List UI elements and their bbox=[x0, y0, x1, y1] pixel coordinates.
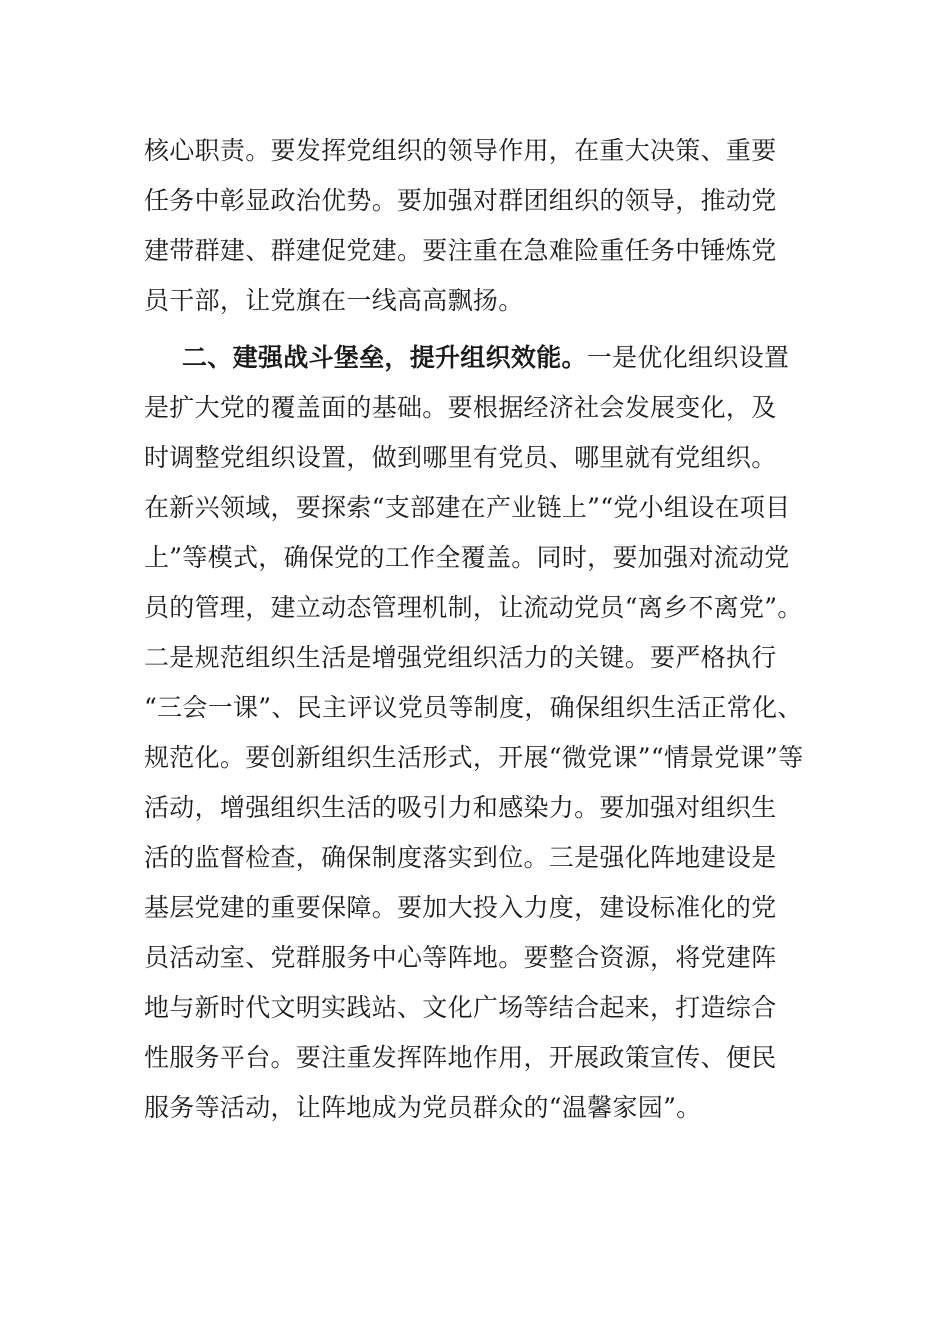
paragraph-line: 服务等活动，让阵地成为党员群众的“温馨家园”。 bbox=[144, 1093, 702, 1122]
paragraph-line: 核心职责。要发挥党组织的领导作用，在重大决策、重要 bbox=[144, 136, 777, 165]
paragraph-line: 任务中彰显政治优势。要加强对群团组织的领导，推动党 bbox=[144, 186, 777, 215]
paragraph-line: 上”等模式，确保党的工作全覆盖。同时，要加强对流动党 bbox=[144, 543, 790, 572]
paragraph-line: 活动，增强组织生活的吸引力和感染力。要加强对组织生 bbox=[144, 793, 777, 822]
section-paragraph bbox=[144, 333, 804, 1133]
paragraph-line: 员干部，让党旗在一线高高飘扬。 bbox=[144, 286, 524, 315]
paragraph-line: 建带群建、群建促党建。要注重在急难险重任务中锤炼党 bbox=[144, 236, 777, 265]
paragraph-line: 基层党建的重要保障。要加大投入力度，建设标准化的党 bbox=[144, 893, 777, 922]
paragraph-line: 活的监督检查，确保制度落实到位。三是强化阵地建设是 bbox=[144, 843, 777, 872]
paragraph-line: 地与新时代文明实践站、文化广场等结合起来，打造综合 bbox=[144, 993, 777, 1022]
paragraph-line: “三会一课”、民主评议党员等制度，确保组织生活正常化、 bbox=[144, 693, 803, 722]
paragraph-first-line bbox=[144, 333, 804, 383]
paragraph-line: 员的管理，建立动态管理机制，让流动党员“离乡不离党”。 bbox=[144, 593, 803, 622]
paragraph-line: 二是规范组织生活是增强党组织活力的关键。要严格执行 bbox=[144, 643, 777, 672]
paragraph-line: 员活动室、党群服务中心等阵地。要整合资源，将党建阵 bbox=[144, 943, 777, 972]
paragraph-line: 规范化。要创新组织生活形式，开展“微党课”“情景党课”等 bbox=[144, 743, 804, 772]
paragraph-line: 时调整党组织设置，做到哪里有党员、哪里就有党组织。 bbox=[144, 443, 777, 472]
section-heading: 二、建强战斗堡垒，提升组织效能。 bbox=[182, 343, 587, 372]
paragraph-line: 在新兴领域，要探索“支部建在产业链上”“党小组设在项目 bbox=[144, 493, 791, 522]
paragraph-line: 性服务平台。要注重发挥阵地作用，开展政策宣传、便民 bbox=[144, 1043, 777, 1072]
paragraph-text: 一是优化组织设置 bbox=[586, 343, 790, 372]
paragraph-continued bbox=[144, 126, 804, 326]
paragraph-line: 是扩大党的覆盖面的基础。要根据经济社会发展变化，及 bbox=[144, 393, 777, 422]
